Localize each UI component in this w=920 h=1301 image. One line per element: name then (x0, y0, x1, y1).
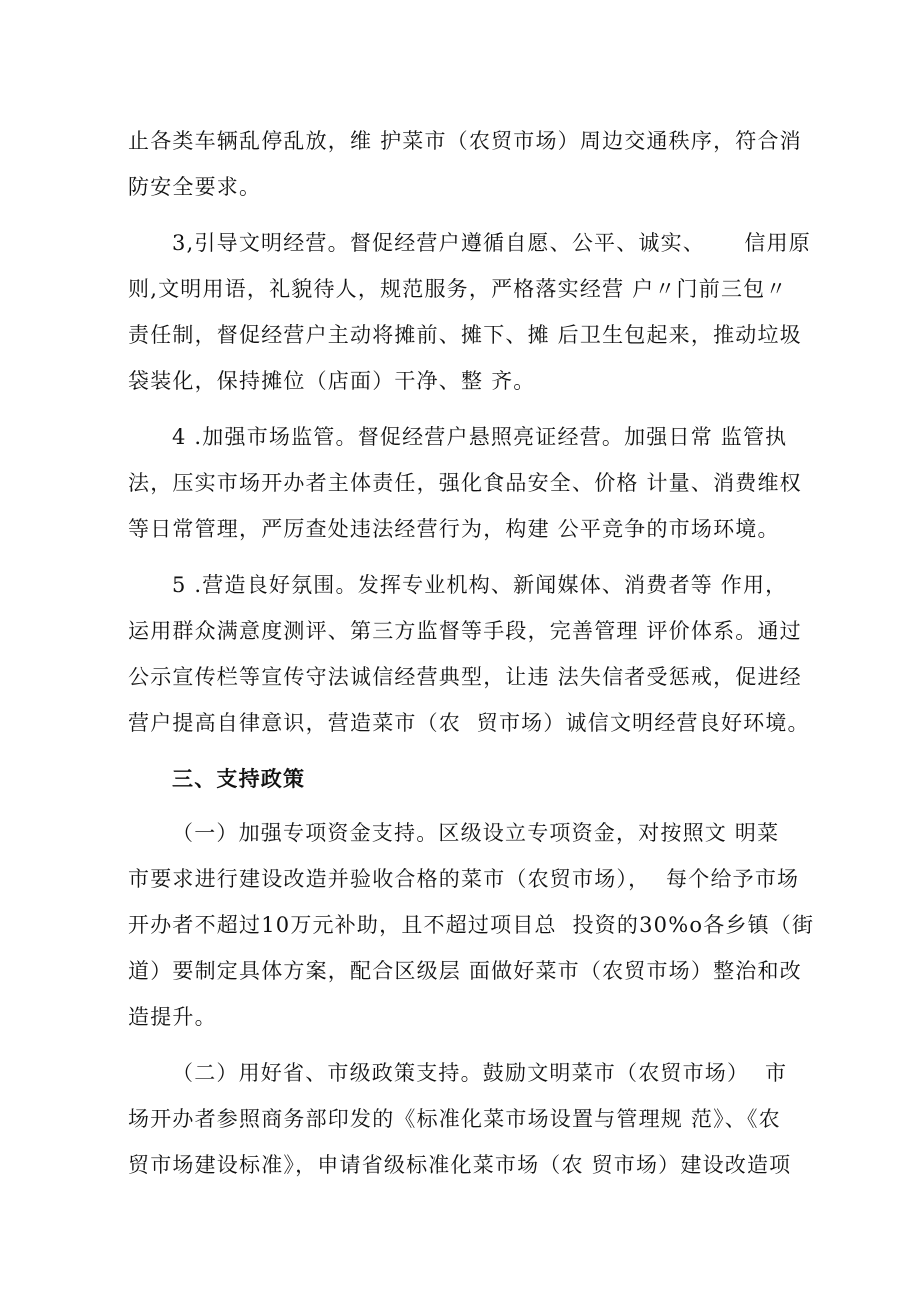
text-line: 法，压实市场开办者主体责任，强化食品安全、价格 计量、消费维权 (128, 471, 802, 495)
text-line: 5 .营造良好氛围。发挥专业机构、新闻媒体、消费者等 作用， (172, 573, 788, 597)
text-line: 3,引导文明经营。督促经营户遵循自愿、公平、诚实、 信用原 (172, 231, 812, 255)
text-line: 等日常管理，严厉查处违法经营行为，构建 公平竞争的市场环境。 (128, 517, 780, 541)
text-line: 开办者不超过10万元补助，且不超过项目总 投资的30%o各乡镇（街 (128, 913, 815, 937)
text-line: 袋装化，保持摊位（店面）干净、整 齐。 (128, 369, 536, 393)
text-line: 造提升。 (128, 1005, 217, 1029)
text-line: 止各类车辆乱停乱放，维 护菜市（农贸市场）周边交通秩序，符合消 (128, 129, 802, 153)
text-line: 4 .加强市场监管。督促经营户悬照亮证经营。加强日常 监管执 (172, 425, 788, 449)
text-line: 道）要制定具体方案，配合区级层 面做好菜市（农贸市场）整治和改 (128, 959, 802, 983)
text-line: 防安全要求。 (128, 175, 262, 199)
text-line: 市要求进行建设改造并验收合格的菜市（农贸市场）， 每个给予市场 (128, 867, 800, 891)
text-line: 公示宣传栏等宣传守法诚信经营典型，让违 法失信者受惩戒，促进经 (128, 665, 802, 689)
text-line: 场开办者参照商务部印发的《标准化菜市场设置与管理规 范》、《农 (128, 1107, 781, 1131)
text-line: 营户提高自律意识，营造菜市（农 贸市场）诚信文明经营良好环境。 (128, 711, 810, 735)
section-heading: 三、支持政策 (172, 767, 306, 791)
text-line: 责任制，督促经营户主动将摊前、摊下、摊 后卫生包起来，推动垃圾 (128, 323, 802, 347)
text-line: 则,文明用语，礼貌待人，规范服务，严格落实经营 户〃门前三包〃 (128, 277, 788, 301)
text-line: 贸市场建设标准》，申请省级标准化菜市场（农 贸市场）建设改造项 (128, 1153, 792, 1177)
text-line: 运用群众满意度测评、第三方监督等手段，完善管理 评价体系。通过 (128, 619, 802, 643)
text-line: （二）用好省、市级政策支持。鼓励文明菜市（农贸市场） 市 (172, 1061, 788, 1085)
text-line: （一）加强专项资金支持。区级设立专项资金，对按照文 明菜 (172, 821, 780, 845)
